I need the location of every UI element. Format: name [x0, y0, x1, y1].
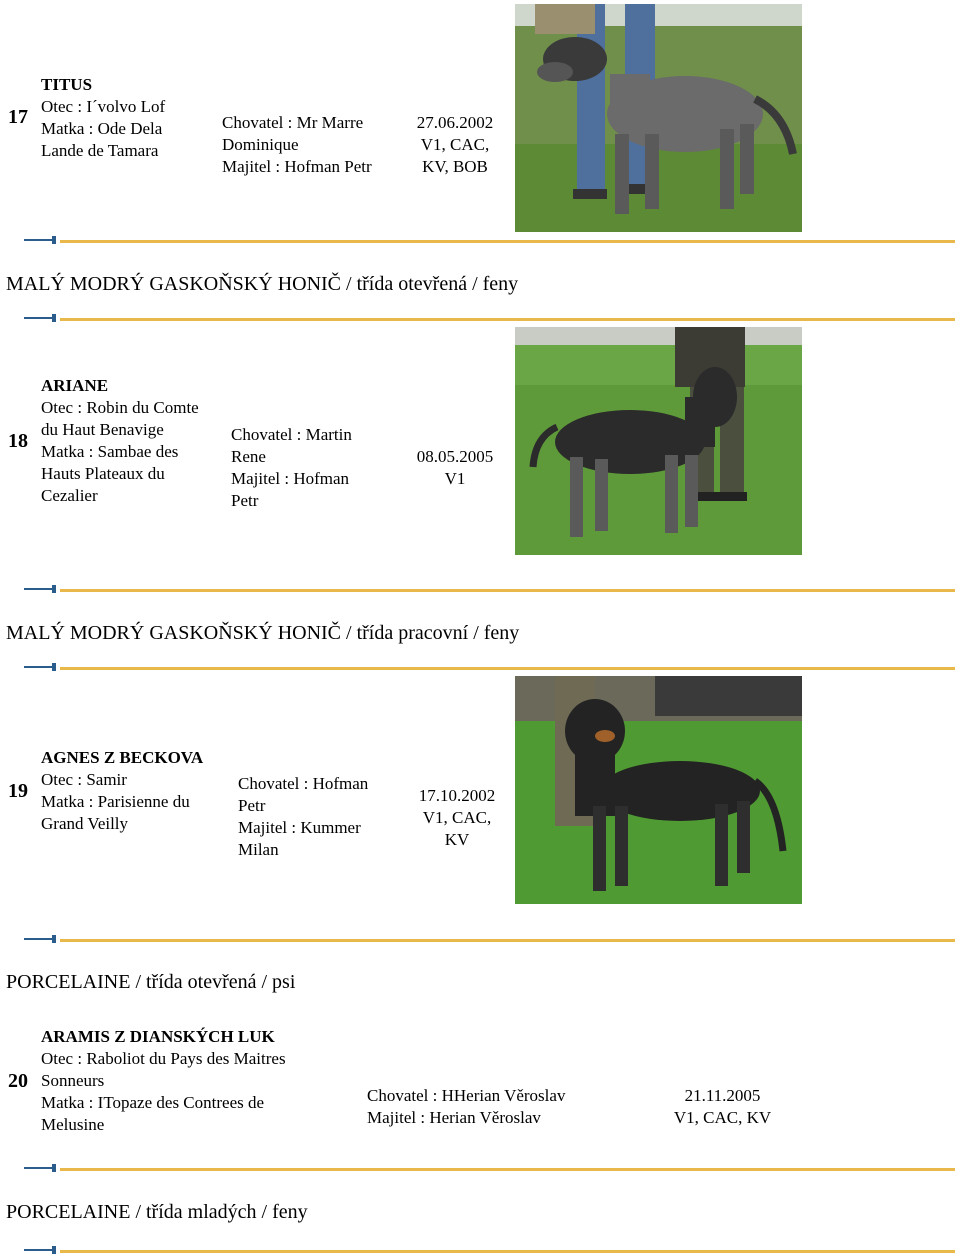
- separator-tick: [24, 588, 54, 590]
- separator: [60, 1250, 955, 1253]
- separator: [60, 939, 955, 942]
- owner-line: Milan: [238, 840, 279, 859]
- entry-result: [655, 1085, 790, 1129]
- separator-tick: [24, 938, 54, 940]
- entry-people: [238, 773, 398, 861]
- separator: [60, 1168, 955, 1171]
- separator-tick: [24, 239, 54, 241]
- separator-knob: [52, 585, 56, 593]
- entry-dog-info: [41, 74, 216, 162]
- owner-line: Majitel : Kummer: [238, 818, 361, 837]
- separator-knob: [52, 935, 56, 943]
- entry-number: 18: [8, 430, 28, 452]
- entry-people: [231, 424, 391, 512]
- dog-name: TITUS: [41, 75, 93, 94]
- entry-result: [405, 446, 505, 490]
- separator-knob: [52, 1164, 56, 1172]
- entry-number: 19: [8, 780, 28, 802]
- entry-number: 17: [8, 106, 28, 128]
- entry-number: 20: [8, 1070, 28, 1092]
- breeder-line: Rene: [231, 447, 266, 466]
- entry-result: [407, 785, 507, 851]
- owner-line: Majitel : Hofman: [231, 469, 350, 488]
- award-line: V1: [444, 469, 466, 488]
- entry-result: [405, 112, 505, 178]
- entry-dog-info: [41, 375, 231, 507]
- separator-knob: [52, 1246, 56, 1254]
- separator-knob: [52, 236, 56, 244]
- breeder-line: Dominique: [222, 135, 299, 154]
- separator-knob: [52, 663, 56, 671]
- entry-dog-info: [41, 747, 236, 835]
- award-line: V1, CAC,: [420, 135, 490, 154]
- breeder-line: Petr: [238, 796, 266, 815]
- class-heading: MALÝ MODRÝ GASKOŇSKÝ HONIČ / třída pracovní / feny: [6, 622, 520, 644]
- dog-dam-line: Cezalier: [41, 486, 98, 505]
- award-line: KV, BOB: [422, 157, 488, 176]
- breeder-line: Chovatel : Mr Marre: [222, 113, 364, 132]
- award-line: V1, CAC, KV: [673, 1108, 772, 1127]
- owner-line: Majitel : Hofman Petr: [222, 157, 372, 176]
- class-heading: MALÝ MODRÝ GASKOŇSKÝ HONIČ / třída otevřená / feny: [6, 273, 519, 295]
- show-date: 17.10.2002: [418, 786, 496, 805]
- separator-tick: [24, 1249, 54, 1251]
- award-line: KV: [444, 830, 470, 849]
- dog-dam-line: Matka : ITopaze des Contrees de: [41, 1093, 265, 1112]
- owner-line: Majitel : Herian Věroslav: [367, 1108, 541, 1127]
- show-date: 08.05.2005: [416, 447, 494, 466]
- dog-dam-line: Hauts Plateaux du: [41, 464, 165, 483]
- dog-sire-line: Otec : Raboliot du Pays des Maitres: [41, 1049, 286, 1068]
- show-date: 27.06.2002: [416, 113, 494, 132]
- dog-sire: Otec : I´volvo Lof: [41, 97, 166, 116]
- dog-name: ARIANE: [41, 376, 109, 395]
- separator-tick: [24, 1167, 54, 1169]
- separator-tick: [24, 317, 54, 319]
- class-heading: PORCELAINE / třída mladých / feny: [6, 1201, 308, 1223]
- dog-dam-line: Lande de Tamara: [41, 141, 159, 160]
- dog-dam-line: Grand Veilly: [41, 814, 129, 833]
- dog-sire-line: Otec : Robin du Comte: [41, 398, 199, 417]
- breeder-line: Chovatel : Hofman: [238, 774, 369, 793]
- class-heading: PORCELAINE / třída otevřená / psi: [6, 971, 296, 993]
- dog-dam-line: Matka : Parisienne du: [41, 792, 190, 811]
- award-line: V1, CAC,: [422, 808, 492, 827]
- dog-photo: [515, 676, 802, 904]
- entry-dog-info: [41, 1026, 341, 1136]
- breeder-line: Chovatel : Martin: [231, 425, 352, 444]
- dog-sire-line: Sonneurs: [41, 1071, 105, 1090]
- dog-dam-line: Matka : Sambae des: [41, 442, 179, 461]
- separator: [60, 589, 955, 592]
- dog-sire: Otec : Samir: [41, 770, 127, 789]
- dog-sire-line: du Haut Benavige: [41, 420, 164, 439]
- entry-people: [222, 112, 412, 178]
- dog-name: ARAMIS Z DIANSKÝCH LUK: [41, 1027, 275, 1046]
- separator: [60, 240, 955, 243]
- dog-photo: [515, 327, 802, 555]
- dog-name: AGNES Z BECKOVA: [41, 748, 204, 767]
- dog-photo: [515, 4, 802, 232]
- owner-line: Petr: [231, 491, 259, 510]
- dog-dam-line: Matka : Ode Dela: [41, 119, 163, 138]
- separator-knob: [52, 314, 56, 322]
- separator: [60, 318, 955, 321]
- breeder-line: Chovatel : HHerian Věroslav: [367, 1086, 566, 1105]
- separator: [60, 667, 955, 670]
- separator-tick: [24, 666, 54, 668]
- entry-people: [367, 1085, 627, 1129]
- dog-dam-line: Melusine: [41, 1115, 105, 1134]
- show-date: 21.11.2005: [684, 1086, 761, 1105]
